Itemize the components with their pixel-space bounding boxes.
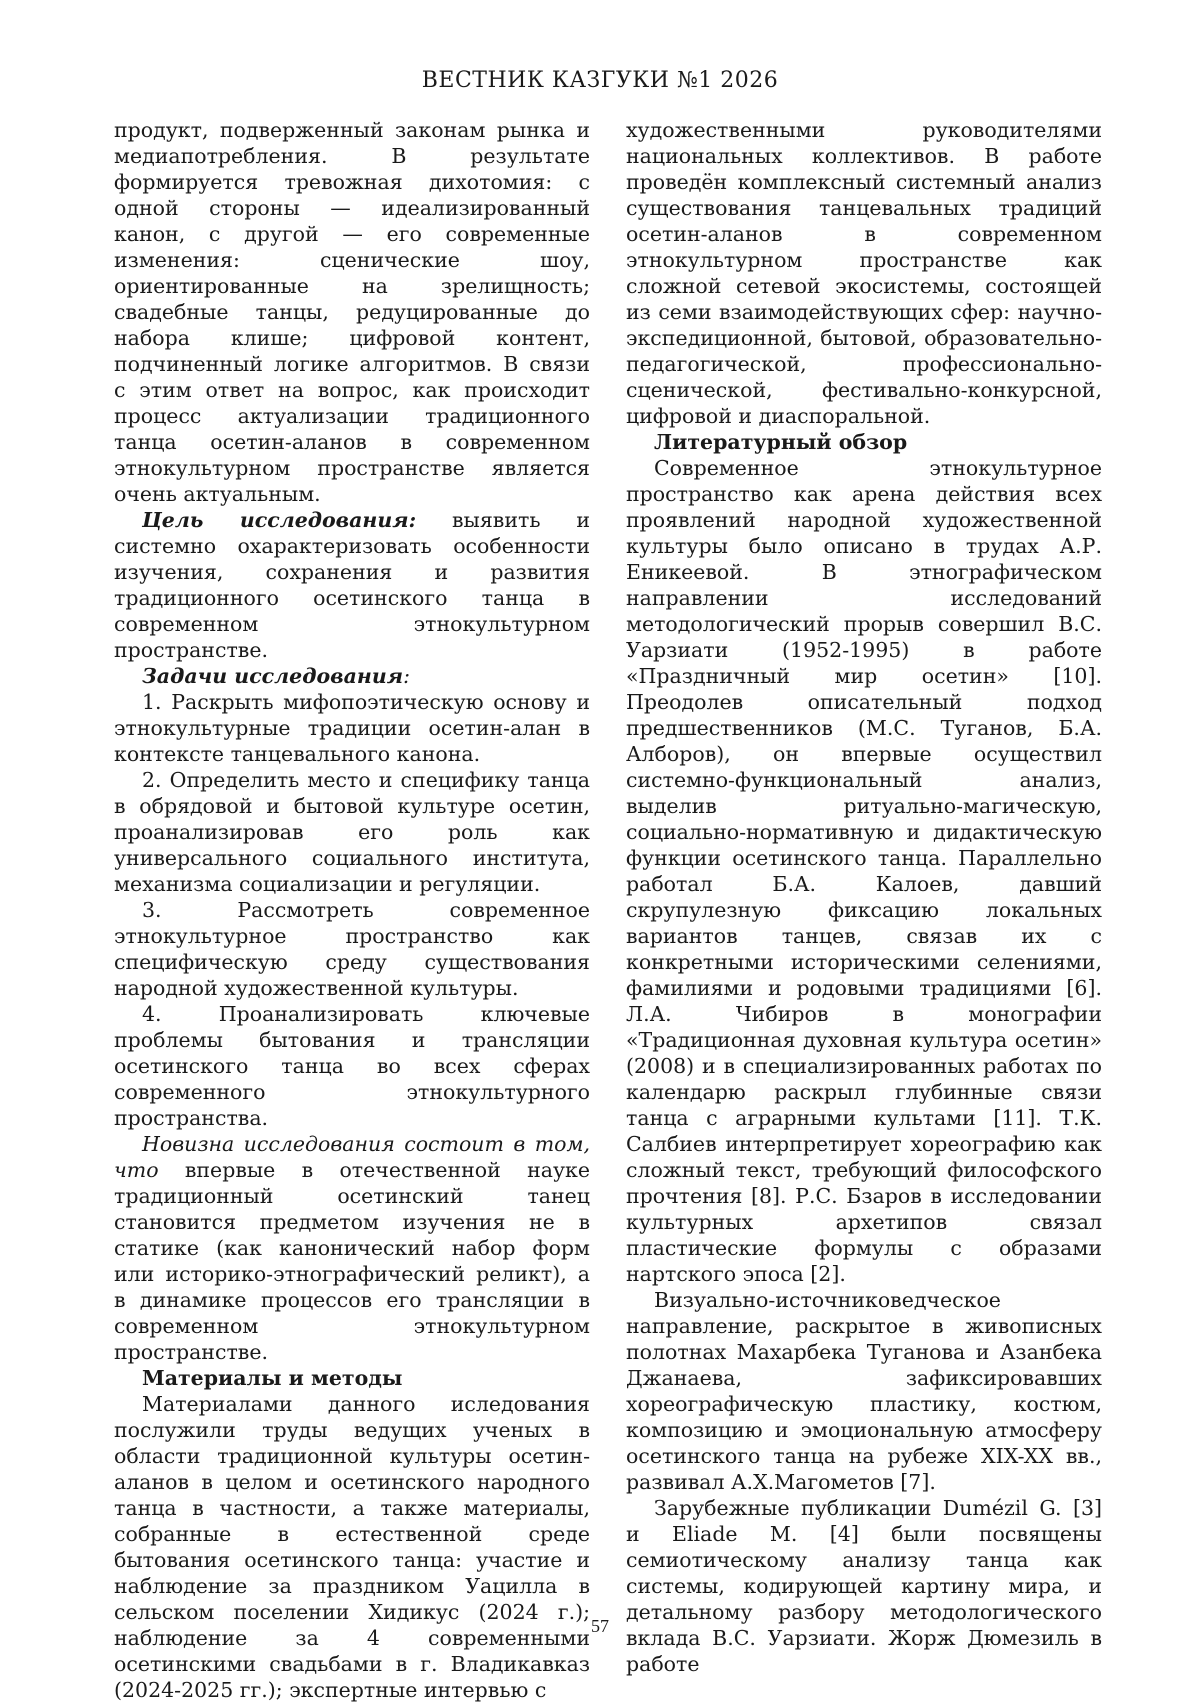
- left-column: [114, 117, 590, 1703]
- paragraph-review-2: Визуально-источниковедческое направление, раскрытое в живописных полотнах Махарбека Туганова и Азанбека Джанаева, зафиксировавших хореографическую пластику, костюм, композицию и эмоциональную атмосферу осетинского танца на рубеже XIX-XX вв., развивал А.Х.Магометов [7].: [626, 1288, 1102, 1494]
- novelty-label: Новизна исследования состоит в том, что: [114, 1132, 590, 1182]
- tasks-colon: :: [403, 664, 410, 688]
- task-item-3: 3. Рассмотреть современное этнокультурное пространство как специфическую среду существования народной художественной культуры.: [114, 898, 590, 1000]
- task-item-1: 1. Раскрыть мифопоэтическую основу и этнокультурные традиции осетин-алан в контексте танцевального канона.: [114, 690, 590, 766]
- novelty-text: впервые в отечественной науке традиционный осетинский танец становится предметом изучения не в статике (как канонический набор форм или историко-этнографический реликт), а в динамике процессов его трансляции в современном этнокультурном пространстве.: [114, 1158, 590, 1364]
- journal-header: ВЕСТНИК КАЗГУКИ №1 2026: [421, 68, 779, 93]
- paragraph-review-1: Современное этнокультурное пространство как арена действия всех проявлений народной художественной культуры было описано в трудах А.Р. Еникеевой. В этнографическом направлении исследований методологический прорыв совершил В.С. Уарзиати (1952-1995) в работе «Праздничный мир осетин» [10]. Преодолев описательный подход предшественников (М.С. Туганов, Б.А. Алборов), он впервые осуществил системно-функциональный анализ, выделив ритуально-магическую, социально-нормативную и дидактическую функции осетинского танца. Параллельно работал Б.А. Калоев, давший скрупулезную фиксацию локальных вариантов танцев, связав их с конкретными историческими селениями, фамилиями и родовыми традициями [6]. Л.А. Чибиров в монографии «Традиционная духовная культура осетин» (2008) и в специализированных работах по календарю раскрыл глубинные связи танца с аграрными культами [11]. Т.К. Салбиев интерпретирует хореографию как сложный текст, требующий философского прочтения [8]. Р.С. Бзаров в исследовании культурных архетипов связал пластические формулы с образами нартского эпоса [2].: [626, 456, 1102, 1286]
- materials-heading: Материалы и методы: [142, 1366, 403, 1390]
- paragraph-review-3: Зарубежные публикации Dumézil G. [3] и Eliade M. [4] были посвящены семиотическому анализу танца как системы, кодирующей картину мира, и детальному разбору методологического вклада В.С. Уарзиати. Жорж Дюмезиль в работе: [626, 1496, 1102, 1676]
- literature-review-heading: Литературный обзор: [654, 430, 908, 454]
- right-column: [626, 117, 1102, 1677]
- goal-label: Цель исследования:: [142, 508, 417, 532]
- paragraph-novelty: [114, 1131, 590, 1365]
- paragraph-materials-continuation: художественными руководителями национальных коллективов. В работе проведён комплексный системный анализ существования танцевальных традиций осетин-аланов в современном этнокультурном пространстве как сложной сетевой экосистемы, состоящей из семи взаимодействующих сфер: научно-экспедиционной, бытовой, образовательно-педагогической, профессионально-сценической, фестивально-конкурсной, цифровой и диаспоральной.: [626, 118, 1102, 428]
- paragraph-intro-continuation: продукт, подверженный законам рынка и медиапотребления. В результате формируется тревожная дихотомия: с одной стороны — идеализированный канон, с другой — его современные изменения: сценические шоу, ориентированные на зрелищность; свадебные танцы, редуцированные до набора клише; цифровой контент, подчиненный логике алгоритмов. В связи с этим ответ на вопрос, как происходит процесс актуализации традиционного танца осетин-аланов в современном этнокультурном пространстве является очень актуальным.: [114, 118, 590, 506]
- paragraph-goal: [114, 507, 590, 663]
- tasks-label: Задачи исследования: [142, 664, 404, 688]
- paragraph-materials: Материалами данного иследования послужили труды ведущих ученых в области традиционной культуры осетин-аланов в целом и осетинского народного танца в частности, а также материалы, собранные в естественной среде бытования осетинского танца: участие и наблюдение за праздником Уацилла в сельском поселении Хидикус (2024 г.); наблюдение за 4 современными осетинскими свадьбами в г. Владикавказ (2024-2025 гг.); экспертные интервью с: [114, 1392, 590, 1702]
- tasks-heading: [114, 663, 590, 689]
- goal-text: выявить и системно охарактеризовать особенности изучения, сохранения и развития традиционного осетинского танца в современном этнокультурном пространстве.: [114, 508, 590, 662]
- page-number: 57: [591, 1616, 609, 1636]
- task-item-4: 4. Проанализировать ключевые проблемы бытования и трансляции осетинского танца во всех сферах современного этнокультурного пространства.: [114, 1002, 590, 1130]
- task-item-2: 2. Определить место и специфику танца в обрядовой и бытовой культуре осетин, проанализировав его роль как универсального социального института, механизма социализации и регуляции.: [114, 768, 590, 896]
